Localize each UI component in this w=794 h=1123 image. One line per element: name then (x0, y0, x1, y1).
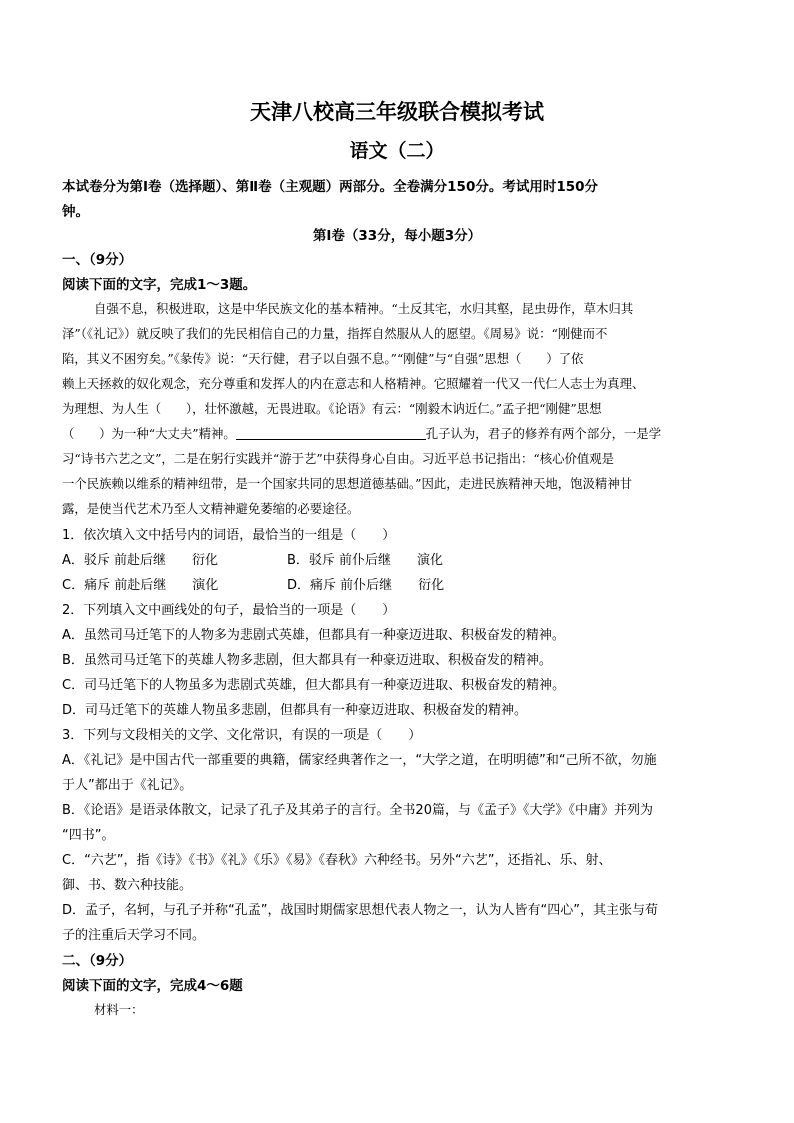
question-2-stem: 2．下列填入文中画线处的句子，最恰当的一项是（ ） (62, 603, 396, 618)
question-3-option-d-cont: 子的注重后天学习不同。 (62, 928, 206, 943)
question-2-option-c: C．司马迁笔下的人物虽多为悲剧式英雄，但大都具有一种豪迈进取、积极奋发的精神。 (62, 678, 566, 693)
question-3-option-b: B．《论语》是语录体散文，记录了孔子及其弟子的言行。全书20篇，与《孟子》《大学》《中庸》并列为 (62, 803, 653, 818)
question-1-option-d: D．痛斥 前仆后继 衍化 (287, 578, 445, 593)
passage-line: 露，是使当代艺术乃至人文精神避免萎缩的必要途径。 (62, 501, 360, 516)
question-1-option-b: B．驳斥 前仆后继 演化 (287, 553, 444, 568)
question-3-option-a: A．《礼记》是中国古代一部重要的典籍，儒家经典著作之一，“大学之道，在明明德”和“己所不欲，勿施 (62, 753, 657, 768)
passage-line: 泽”（《礼记》）就反映了我们的先民相信自己的力量，指挥自然服从人的愿望。《周易》说：“刚健而不 (62, 326, 608, 341)
passage-text: （ ）为一种“大丈夫”精神。 (62, 426, 236, 441)
fill-in-blank (236, 427, 426, 440)
question-1-option-a: A．驳斥 前赴后继 衍化 (62, 553, 219, 568)
question-3-stem: 3．下列与文段相关的文学、文化常识，有误的一项是（ ） (62, 728, 422, 743)
passage-line: 赖上天拯救的奴化观念，充分尊重和发挥人的内在意志和人格精神。它照耀着一代又一代仁人志士为真理、 (62, 376, 645, 391)
passage-line: 自强不息，积极进取，这是中华民族文化的基本精神。“土反其宅，水归其壑，昆虫毋作，草木归其 (94, 301, 634, 316)
material-label: 材料一： (94, 1002, 144, 1017)
question-1-stem: 1．依次填入文中括号内的词语，最恰当的一组是（ ） (62, 528, 396, 543)
section1-instruction: 阅读下面的文字，完成1～3题。 (62, 277, 257, 293)
exam-title: 天津八校高三年级联合模拟考试 (250, 100, 544, 124)
passage-line: 为理想、为人生（ ），壮怀激越，无畏进取。《论语》有云：“刚毅木讷近仁。”孟子把“刚健”思想 (62, 401, 602, 416)
intro-line-1: 本试卷分为第I卷（选择题）、第Ⅱ卷（主观题）两部分。全卷满分150分。考试用时150分 (62, 179, 599, 195)
question-3-option-c-cont: 御、书、数六种技能。 (62, 878, 193, 893)
question-2-option-a: A．虽然司马迁笔下的人物多为悲剧式英雄，但都具有一种豪迈进取、积极奋发的精神。 (62, 628, 565, 643)
passage-text: 孔子认为，君子的修养有两个部分，一是学 (425, 426, 662, 441)
exam-subtitle: 语文（二） (349, 140, 445, 162)
section1-heading: 一、（9分） (62, 252, 133, 268)
section2-heading: 二、（9分） (62, 953, 133, 969)
intro-line-2: 钟。 (62, 204, 89, 220)
passage-line: 一个民族赖以维系的精神纽带，是一个国家共同的思想道德基础。”因此，走进民族精神天地，饱汲精神甘 (62, 476, 633, 491)
passage-line: 习“诗书六艺之文”，二是在躬行实践并“游于艺”中获得身心自由。习近平总书记指出：“核心价值观是 (62, 451, 615, 466)
passage-line: 陷，其义不困穷矣。”《彖传》说：“天行健，君子以自强不息。”“刚健”与“自强”思想（ ）了依 (62, 351, 584, 366)
question-2-option-b: B．虽然司马迁笔下的英雄人物多悲剧，但大都具有一种豪迈进取、积极奋发的精神。 (62, 653, 552, 668)
question-3-option-b-cont: “四书”。 (62, 828, 115, 843)
part1-heading: 第I卷（33分，每小题3分） (312, 228, 482, 244)
question-3-option-c: C．“六艺”，指《诗》《书》《礼》《乐》《易》《春秋》六种经书。另外“六艺”，还指礼、乐、射、 (62, 853, 612, 868)
section2-instruction: 阅读下面的文字，完成4～6题 (62, 978, 243, 994)
question-3-option-d: D．孟子，名轲，与孔子并称“孔孟”，战国时期儒家思想代表人物之一，认为人皆有“四心”，其主张与荀 (62, 903, 658, 918)
question-2-option-d: D．司马迁笔下的英雄人物虽多悲剧，但都具有一种豪迈进取、积极奋发的精神。 (62, 703, 528, 718)
question-1-option-c: C．痛斥 前赴后继 演化 (62, 578, 219, 593)
question-3-option-a-cont: 于人”都出于《礼记》。 (62, 778, 193, 793)
passage-line-with-blank (62, 424, 661, 442)
